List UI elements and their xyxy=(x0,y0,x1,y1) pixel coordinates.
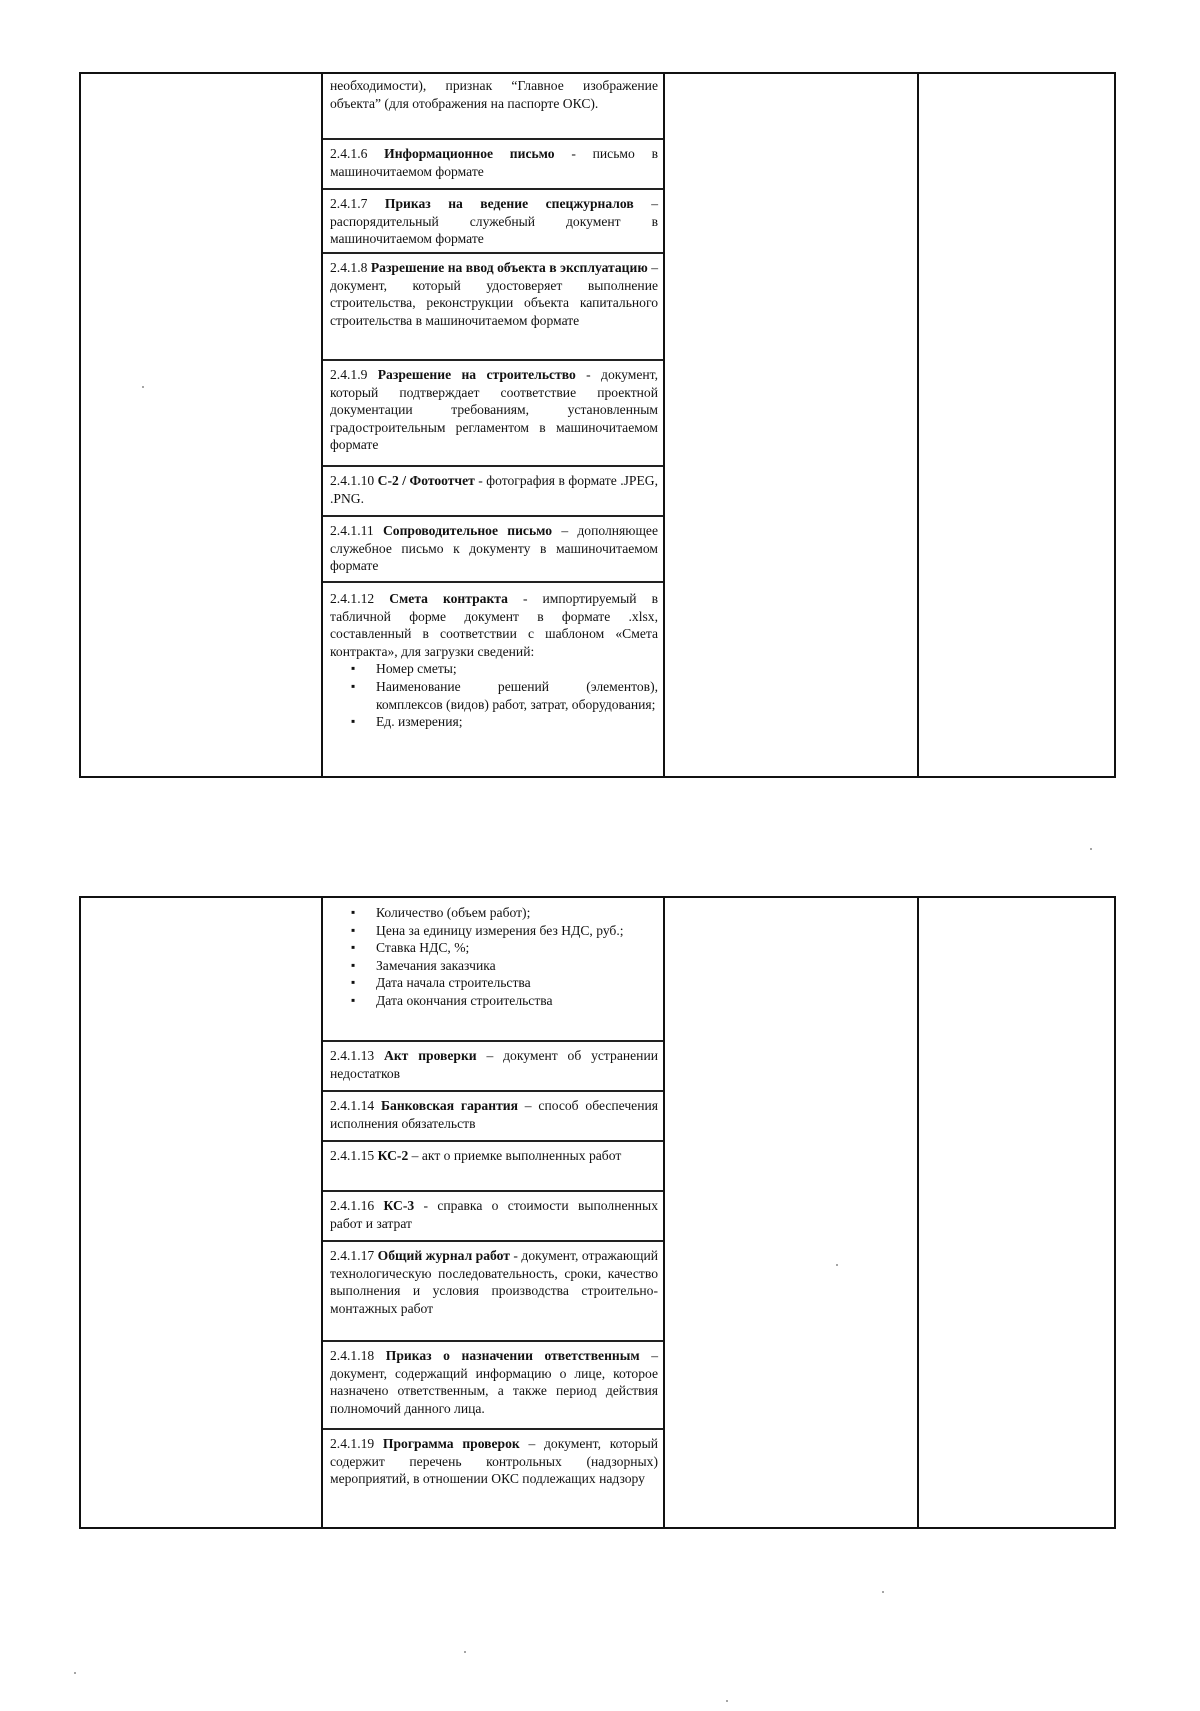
table-cell xyxy=(323,1430,663,1527)
item-number: 2.4.1.19 xyxy=(330,1436,375,1451)
item-title: Разрешение на строительство xyxy=(377,367,576,382)
table-cell xyxy=(323,898,663,1042)
list-item: ▪ Количество (объем работ); xyxy=(376,904,658,922)
table-cell xyxy=(323,361,663,467)
item-description: – документ об устранении недостатков xyxy=(330,1048,659,1081)
item-description: – документ, который удостоверяет выполнение строительства, реконструкции объекта капитального строительства в машиночитаемом формате xyxy=(330,260,658,328)
item-title: Приказ о назначении ответственным xyxy=(385,1348,640,1363)
item-number: 2.4.1.13 xyxy=(330,1048,375,1063)
item-title: Банковская гарантия xyxy=(381,1098,518,1113)
item-number: 2.4.1.16 xyxy=(330,1198,375,1213)
scan-speck xyxy=(74,1672,76,1674)
item-title: КС-2 xyxy=(377,1148,409,1163)
item-description: – документ, который содержит перечень контрольных (надзорных) мероприятий, в отношении ОКС подлежащих надзору xyxy=(330,1436,658,1487)
item-title: КС-3 xyxy=(383,1198,415,1213)
item-title: Смета контракта xyxy=(389,591,508,606)
table-cell xyxy=(323,1242,663,1342)
item-title: Разрешение на ввод объекта в эксплуатацию xyxy=(370,260,648,275)
table-cell xyxy=(323,1142,663,1192)
bullet-list xyxy=(330,904,658,1010)
scan-speck xyxy=(882,1591,884,1593)
table-cell xyxy=(323,467,663,517)
item-description: - фотография в формате .JPEG, .PNG. xyxy=(330,473,658,506)
table-bottom xyxy=(79,896,1116,1529)
item-number: 2.4.1.11 xyxy=(330,523,374,538)
item-description: – документ, содержащий информацию о лице, которое назначено ответственным, а также период действия полномочий данного лица. xyxy=(330,1348,659,1416)
item-description: - справка о стоимости выполненных работ и затрат xyxy=(330,1198,658,1231)
table-cell xyxy=(323,1042,663,1092)
scan-speck xyxy=(836,1264,838,1266)
item-title: Программа проверок xyxy=(382,1436,520,1451)
item-description: - импортируемый в табличной форме документ в формате .xlsx, составленный в соответствии с шаблоном «Смета контракта», для загрузки сведений: xyxy=(330,591,658,659)
table-cell xyxy=(323,1192,663,1242)
list-item: ▪ Ставка НДС, %; xyxy=(376,939,658,957)
item-title: Информационное письмо xyxy=(384,146,555,161)
column-divider xyxy=(917,898,919,1527)
column-divider xyxy=(663,898,665,1527)
table-top xyxy=(79,72,1116,778)
scan-speck xyxy=(726,1700,728,1702)
cell-text: необходимости), признак “Главное изображение объекта” (для отображения на паспорте ОКС). xyxy=(330,78,658,111)
scan-speck xyxy=(1090,848,1092,850)
table-cell xyxy=(323,1092,663,1142)
item-description: – способ обеспечения исполнения обязательств xyxy=(330,1098,659,1131)
item-title: Общий журнал работ xyxy=(377,1248,510,1263)
item-description: - документ, который подтверждает соответствие проектной документации требованиям, установленным градостроительным регламентом в машиночитаемом формате xyxy=(330,367,659,453)
item-title: С-2 / Фотоотчет xyxy=(377,473,475,488)
item-title: Приказ на ведение спецжурналов xyxy=(384,196,634,211)
item-number: 2.4.1.17 xyxy=(330,1248,375,1263)
item-description: – распорядительный служебный документ в машиночитаемом формате xyxy=(330,196,658,247)
table-cell xyxy=(323,517,663,583)
list-item: ▪ Цена за единицу измерения без НДС, руб.; xyxy=(376,922,658,940)
item-title: Сопроводительное письмо xyxy=(382,523,553,538)
column-divider xyxy=(663,74,665,776)
item-title: Акт проверки xyxy=(384,1048,477,1063)
list-item: ▪ Номер сметы; xyxy=(376,660,658,678)
item-description: - письмо в машиночитаемом формате xyxy=(330,146,658,179)
item-description: – дополняющее служебное письмо к документу в машиночитаемом формате xyxy=(330,523,658,574)
item-number: 2.4.1.7 xyxy=(330,196,368,211)
item-number: 2.4.1.9 xyxy=(330,367,368,382)
bullet-list xyxy=(330,660,658,730)
item-number: 2.4.1.8 xyxy=(330,260,368,275)
scan-speck xyxy=(464,1651,466,1653)
column-divider xyxy=(917,74,919,776)
item-number: 2.4.1.18 xyxy=(330,1348,375,1363)
item-description: - документ, отражающий технологическую последовательность, сроки, качество выполнения и условия производства строительно-монтажных работ xyxy=(330,1248,658,1316)
table-cell xyxy=(323,1342,663,1430)
item-number: 2.4.1.15 xyxy=(330,1148,375,1163)
table-cell xyxy=(323,74,663,140)
table-cell xyxy=(323,254,663,361)
list-item: ▪ Наименование решений (элементов), комплексов (видов) работ, затрат, оборудования; xyxy=(376,678,658,713)
list-item: ▪ Ед. измерения; xyxy=(376,713,658,731)
table-cell xyxy=(323,140,663,190)
list-item: ▪ Замечания заказчика xyxy=(376,957,658,975)
item-number: 2.4.1.10 xyxy=(330,473,375,488)
item-number: 2.4.1.6 xyxy=(330,146,368,161)
table-cell xyxy=(323,583,663,776)
list-item: ▪ Дата окончания строительства xyxy=(376,992,658,1010)
description-column xyxy=(323,74,663,776)
description-column xyxy=(323,898,663,1527)
scan-speck xyxy=(142,386,144,388)
item-number: 2.4.1.14 xyxy=(330,1098,375,1113)
item-number: 2.4.1.12 xyxy=(330,591,375,606)
list-item: ▪ Дата начала строительства xyxy=(376,974,658,992)
table-cell xyxy=(323,190,663,254)
item-description: – акт о приемке выполненных работ xyxy=(411,1148,622,1163)
